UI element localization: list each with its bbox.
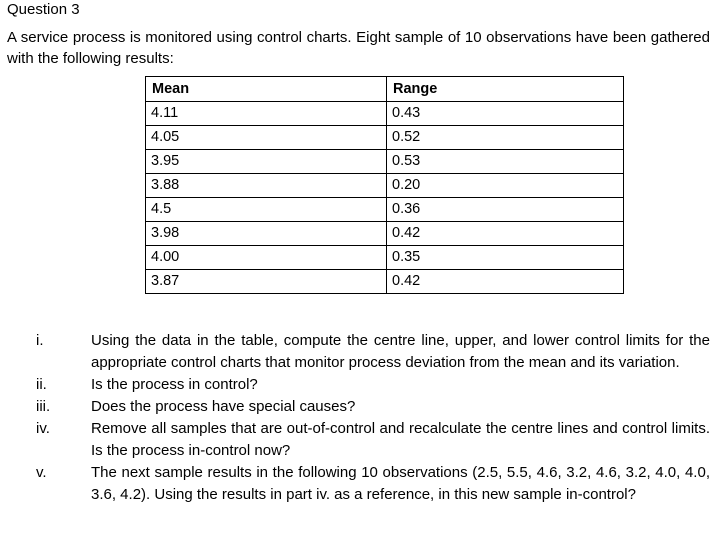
question-number: iv. [36, 420, 50, 437]
question-item [0, 330, 725, 374]
mean-cell: 4.5 [146, 198, 387, 222]
intro-paragraph: A service process is monitored using control charts. Eight sample of 10 observations have been gathered with the following results: [7, 29, 710, 67]
mean-cell: 3.88 [146, 174, 387, 198]
range-cell: 0.35 [387, 246, 624, 270]
range-cell: 0.20 [387, 174, 624, 198]
mean-cell: 3.87 [146, 270, 387, 294]
mean-cell: 3.95 [146, 150, 387, 174]
mean-cell: 4.11 [146, 102, 387, 126]
question-text: Does the process have special causes? [91, 398, 356, 415]
question-number: ii. [36, 376, 47, 393]
range-cell: 0.42 [387, 222, 624, 246]
table-row [146, 246, 624, 270]
mean-cell: 4.05 [146, 126, 387, 150]
question-text: The next sample results in the following 10 observations (2.5, 5.5, 4.6, 3.2, 4.6, 3.2, 4.0, 4.0, 3.6, 4.2). Using the results in part iv. as a reference, in this new sample in-control? [91, 464, 710, 503]
mean-cell: 4.00 [146, 246, 387, 270]
table-row [146, 174, 624, 198]
range-header: Range [387, 77, 624, 102]
question-number: i. [36, 332, 44, 349]
question-text: Is the process in control? [91, 376, 258, 393]
table-row [146, 150, 624, 174]
question-text: Using the data in the table, compute the centre line, upper, and lower control limits for the appropriate control charts that monitor process deviation from the mean and its variation. [91, 332, 710, 371]
table-row [146, 270, 624, 294]
range-cell: 0.42 [387, 270, 624, 294]
range-cell: 0.53 [387, 150, 624, 174]
question-item [0, 462, 725, 506]
mean-header: Mean [146, 77, 387, 102]
question-title: Question 3 [7, 1, 80, 18]
table-row [146, 126, 624, 150]
question-item [0, 396, 725, 418]
range-cell: 0.43 [387, 102, 624, 126]
table-header-row [146, 77, 624, 102]
table-row [146, 102, 624, 126]
question-item [0, 418, 725, 462]
question-number: v. [36, 464, 47, 481]
range-cell: 0.52 [387, 126, 624, 150]
question-list [0, 330, 725, 506]
mean-cell: 3.98 [146, 222, 387, 246]
question-text: Remove all samples that are out-of-control and recalculate the centre lines and control limits. Is the process in-control now? [91, 420, 710, 459]
results-table [145, 76, 624, 294]
table-row [146, 198, 624, 222]
question-number: iii. [36, 398, 51, 415]
table-row [146, 222, 624, 246]
question-item [0, 374, 725, 396]
range-cell: 0.36 [387, 198, 624, 222]
